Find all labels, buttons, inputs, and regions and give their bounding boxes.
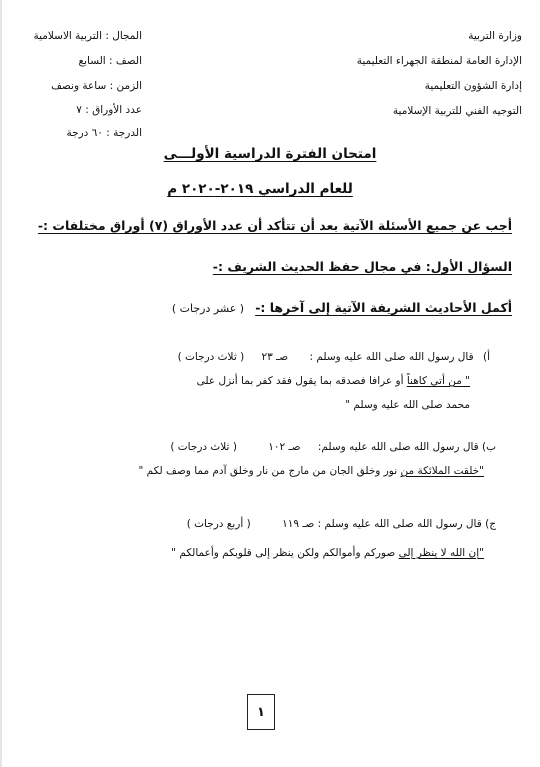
item-a-text-underlined: " من أتى كاهناً: [406, 375, 470, 387]
academic-year: للعام الدراسي ٢٠١٩-٢٠٢٠ م: [167, 181, 353, 197]
item-a-header: [178, 350, 490, 364]
item-c-text-rest: صوركم وأموالكم ولكن ينظر إلى قلوبكم وأعمالكم ": [171, 547, 399, 559]
ministry-name: وزارة التربية: [468, 30, 522, 42]
item-b-text-rest: نور وخلق الجان من مارج من نار وخلق آدم مما وصف لكم ": [138, 465, 401, 477]
item-c-text-underlined: "إن الله لا ينظر إلى: [398, 547, 484, 559]
item-a-text-line2: محمد صلى الله عليه وسلم ": [345, 399, 470, 411]
item-a-label: أ): [482, 351, 490, 363]
page-number: ١: [257, 704, 265, 720]
item-b-page: صـ ١٠٢: [268, 441, 301, 453]
item-a-marks: ( ثلاث درجات ): [177, 351, 245, 363]
item-a-text-rest: أو عرافا فصدقه بما يقول فقد كفر بما أنزل على: [196, 375, 407, 387]
supervision-name: التوجيه الفني للتربية الإسلامية: [392, 105, 522, 117]
grade-field: الصف : السابع: [78, 55, 142, 67]
total-marks-field: الدرجة : ٦٠ درجة: [66, 127, 142, 139]
item-c-marks: ( أربع درجات ): [186, 518, 251, 530]
duration-field: الزمن : ساعة ونصف: [51, 80, 142, 92]
item-b-intro: قال رسول الله صلى الله عليه وسلم:: [317, 441, 479, 453]
item-a-text-line1: [197, 374, 470, 388]
general-instruction: أجب عن جميع الأسئلة الآتية بعد أن تتأكد أن عدد الأوراق (٧) أوراق مختلفات :-: [37, 218, 512, 233]
item-a-intro: قال رسول الله صلى الله عليه وسلم :: [309, 351, 474, 363]
item-c-header: [187, 517, 496, 531]
task-marks: ( عشر درجات ): [171, 302, 245, 315]
page-edge: [0, 0, 2, 767]
item-b-text-underlined: "خلقت الملائكة من: [400, 465, 484, 477]
item-b-header: [170, 440, 496, 454]
pages-count-field: عدد الأوراق : ٧: [76, 104, 142, 116]
item-a-page: صـ ٢٣: [261, 351, 289, 363]
item-b-marks: ( ثلاث درجات ): [170, 441, 237, 453]
page-number-box: [247, 694, 275, 730]
task-heading: أكمل الأحاديث الشريفة الآتية إلى آخرها :-: [255, 300, 512, 315]
item-c-text: [171, 546, 484, 560]
exam-title: امتحان الفترة الدراسية الأولـــى: [163, 146, 377, 162]
district-name: الإدارة العامة لمنطقة الجهراء التعليمية: [356, 55, 522, 67]
item-c-intro: قال رسول الله صلى الله عليه وسلم : صـ ١١٩: [282, 518, 482, 530]
item-b-text: [139, 464, 484, 478]
department-name: إدارة الشؤون التعليمية: [424, 80, 522, 92]
item-b-label: ب): [482, 441, 496, 453]
subject-field: المجال : التربية الاسلامية: [33, 30, 142, 42]
item-c-label: ج): [485, 518, 496, 530]
question-one-heading: السؤال الأول: في مجال حفظ الحديث الشريف :-: [212, 259, 512, 274]
task-line: [172, 297, 512, 316]
